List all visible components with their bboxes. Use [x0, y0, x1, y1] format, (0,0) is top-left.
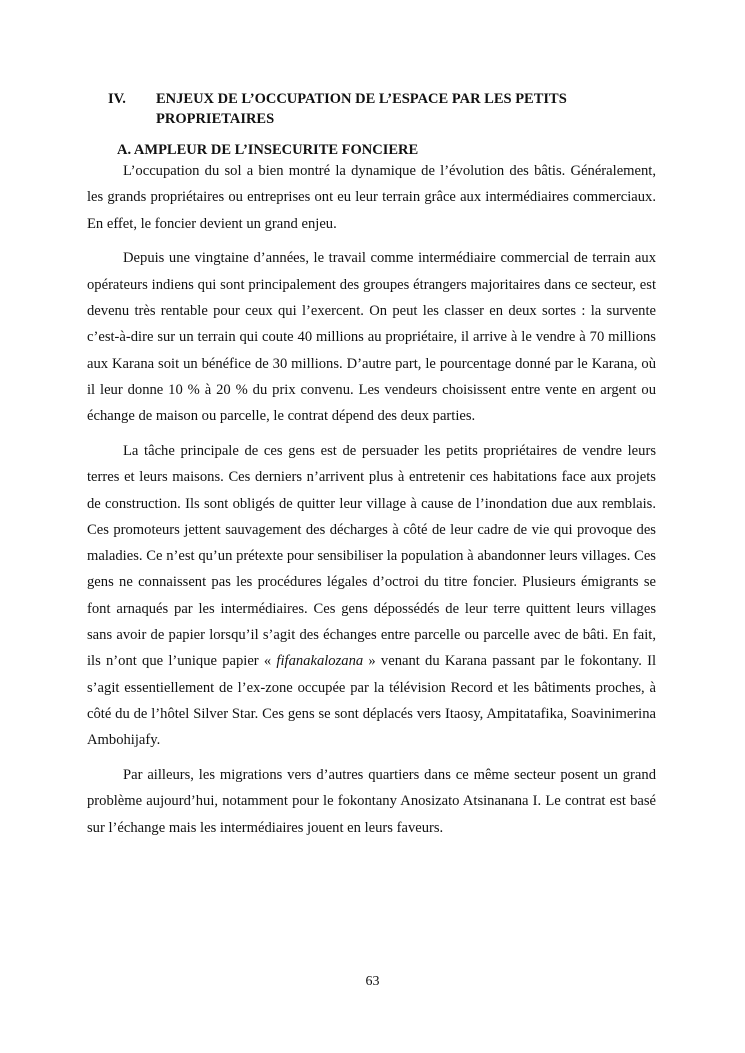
subsection-heading: A. AMPLEUR DE L’INSECURITE FONCIERE	[117, 142, 419, 158]
paragraph-3-part-a: La tâche principale de ces gens est de persuader les petits propriétaires de vendre leurs terres et leurs maisons. Ces derniers n’arrivent plus à entretenir ces habitations face aux projets de construction. Ils sont obligés de quitter leur village à cause de l’inondation due aux remblais. Ces promoteurs jettent sauvagement des décharges à côté de leur cadre de vie qui provoque des maladies. Ce n’est qu’un prétexte pour sensibiliser la population à abandonner leurs villages. Ces gens ne connaissent pas les procédures légales d’octroi du titre foncier. Plusieurs émigrants se font arnaqués par les intermédiaires. Ces gens dépossédés de leur terre quittent leurs villages sans avoir de papier lorsqu’il s’agit des échanges entre parcelle ou parcelle avec de bâti. En fait, ils n’ont que l’unique papier «	[87, 442, 656, 670]
paragraph-1: L’occupation du sol a bien montré la dynamique de l’évolution des bâtis. Généralement, les grands propriétaires ou entreprises ont eu leur terrain grâce aux intermédiaires commerciaux. En effet, le foncier devient un grand enjeu.	[87, 163, 656, 232]
paragraph-3-italic-term: fifanakalozana	[276, 653, 364, 670]
paragraph-3-part-b: » venant du Karana passant par le fokontany. Il s’agit essentiellement de l’ex-zone occupée par la télévision Record et les bâtiments proches, à côté du de l’hôtel Silver Star. Ces gens se sont déplacés vers Itaosy, Ampitatafika, Soavinimerina Ambohijafy.	[87, 653, 657, 749]
body-text	[87, 158, 656, 849]
section-heading	[108, 89, 668, 129]
section-title: ENJEUX DE L’OCCUPATION DE L’ESPACE PAR LES PETITS PROPRIETAIRES	[156, 91, 567, 127]
paragraph-2: Depuis une vingtaine d’années, le travail comme intermédiaire commercial de terrain aux opérateurs indiens qui sont principalement des groupes étrangers majoritaires dans ce secteur, est devenu très rentable pour ceux qui l’exercent. On peut les classer en deux sortes : la survente c’est-à-dire sur un terrain qui coute 40 millions au propriétaire, il arrive à le vendre à 70 millions aux Karana soit un bénéfice de 30 millions. D’autre part, le pourcentage donné par le Karana, où il leur donne 10 % à 20 % du prix convenu. Les vendeurs choisissent entre vente en argent ou échange de maison ou parcelle, le contrat dépend des deux parties.	[87, 250, 656, 425]
paragraph-3	[87, 438, 656, 754]
section-number: IV.	[108, 91, 126, 107]
paragraph-4: Par ailleurs, les migrations vers d’autres quartiers dans ce même secteur posent un grand problème aujourd’hui, notamment pour le fokontany Anosizato Atsinanana I. Le contrat est basé sur l’échange mais les intermédiaires jouent en leurs faveurs.	[87, 767, 656, 836]
page-number: 63	[365, 974, 380, 989]
